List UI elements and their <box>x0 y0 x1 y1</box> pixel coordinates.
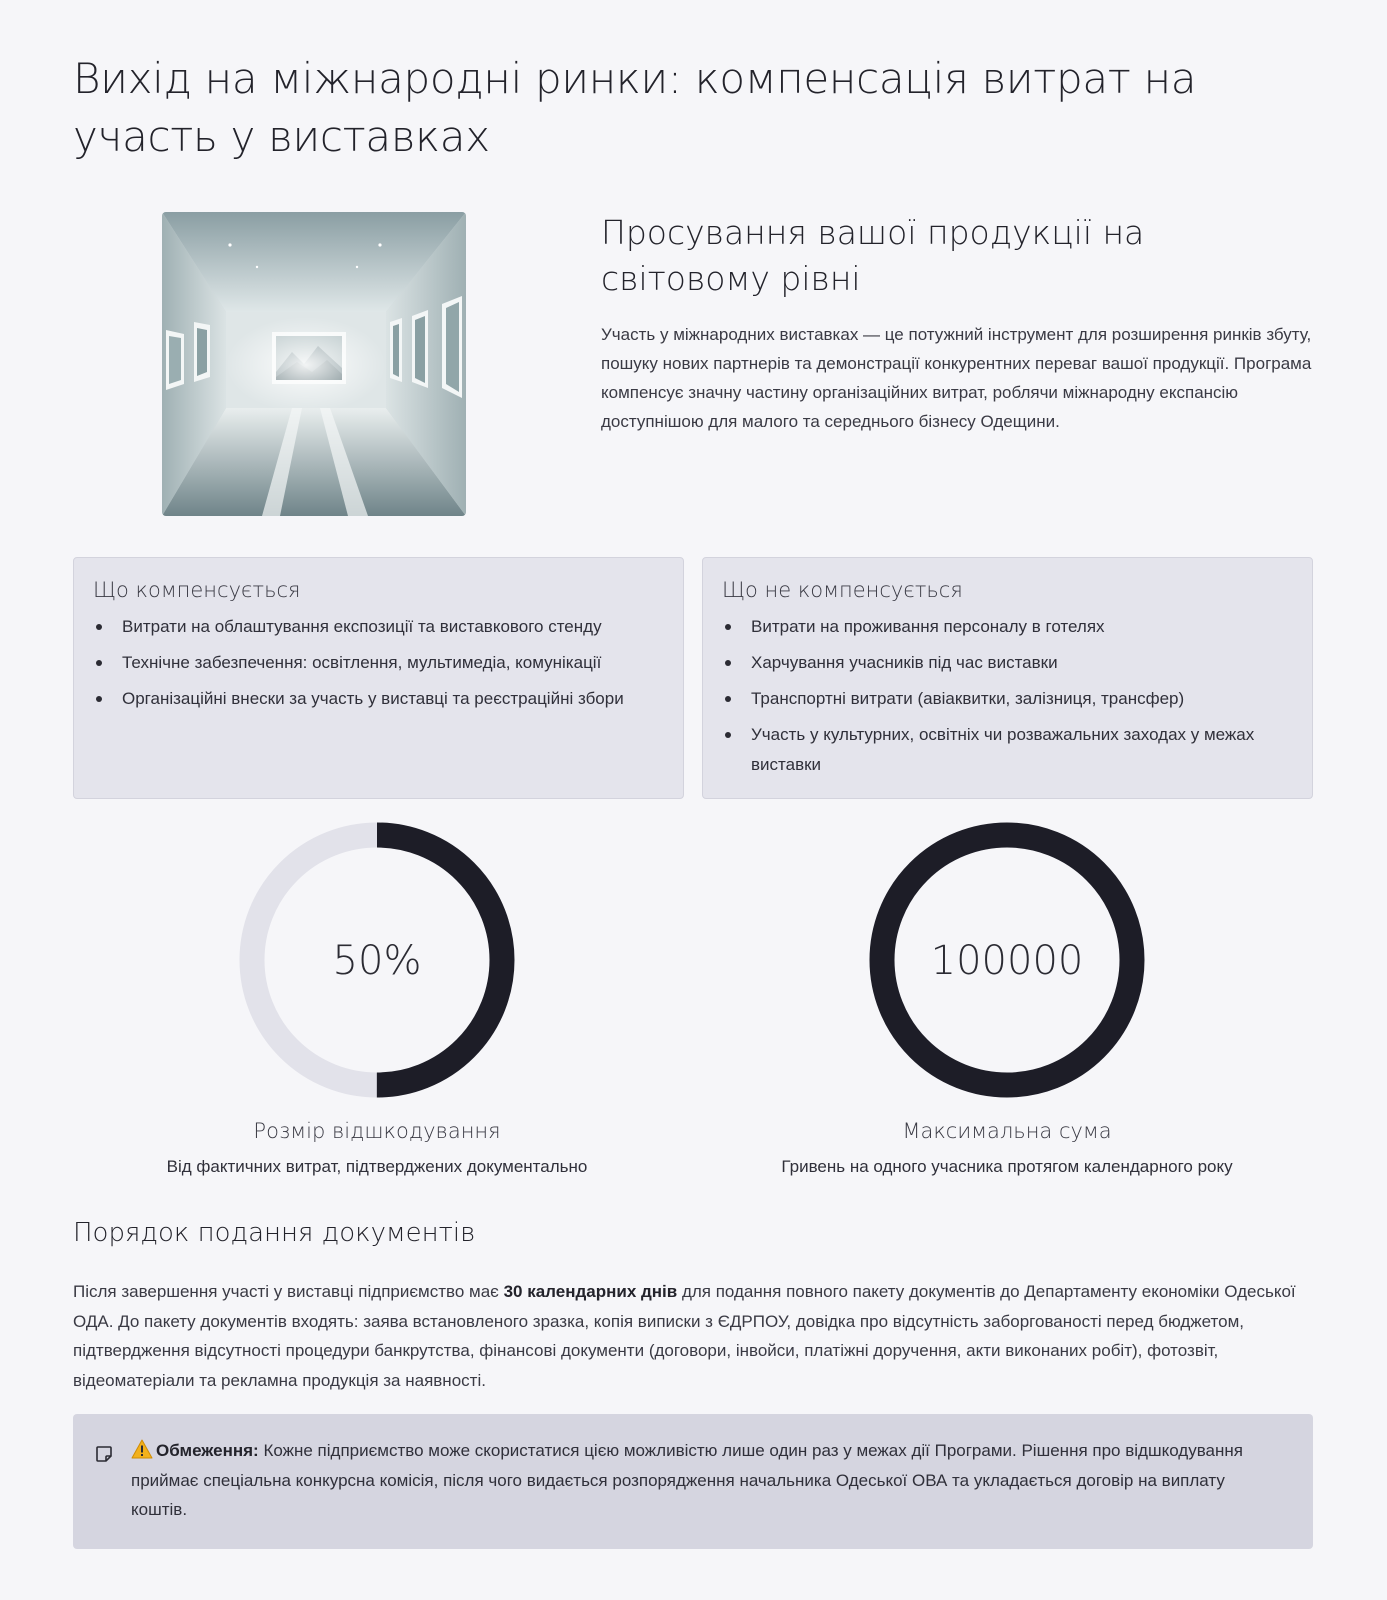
notice-label: Обмеження: <box>156 1441 259 1460</box>
card-title: Що компенсується <box>93 578 301 602</box>
restriction-notice <box>73 1414 1313 1549</box>
deadline-highlight: 30 календарних днів <box>503 1282 678 1301</box>
stat-value: 100000 <box>930 938 1084 984</box>
notice-text <box>131 1436 1283 1525</box>
list-item: Витрати на проживання персоналу в готелях <box>722 612 1294 642</box>
stat-label: Максимальна сума <box>902 1119 1112 1143</box>
progress-ring <box>239 822 515 1098</box>
stat-value: 50% <box>332 938 422 984</box>
list-item: Транспортні витрати (авіаквитки, залізниця, трансфер) <box>722 684 1294 714</box>
compensated-card <box>73 557 684 799</box>
not-compensated-list <box>722 612 1294 780</box>
progress-ring <box>869 822 1145 1098</box>
list-item: Організаційні внески за участь у виставці та реєстраційні збори <box>93 684 665 714</box>
compensated-list <box>93 612 665 714</box>
gallery-illustration <box>162 212 466 516</box>
notice-message: Кожне підприємство може скористатися цією можливістю лише один раз у межах дії Програми. Рішення про відшкодування приймає спеціальна конкурсна комісія, після чого видається розпорядження начальника Одеської ОВА та укладається договір на виплату коштів. <box>131 1441 1243 1519</box>
stat-caption: Від фактичних витрат, підтверджених документально <box>166 1157 588 1176</box>
card-title: Що не компенсується <box>722 578 963 602</box>
hero-heading: Просування вашої продукції на світовому рівні <box>601 213 1145 298</box>
list-item: Харчування учасників під час виставки <box>722 648 1294 678</box>
page-title: Вихід на міжнародні ринки: компенсація витрат на участь у виставках <box>73 54 1197 161</box>
list-item: Участь у культурних, освітніх чи розважальних заходах у межах виставки <box>722 720 1294 780</box>
documents-text-start: Після завершення участі у виставці підприємство має <box>73 1282 504 1301</box>
documents-heading: Порядок подання документів <box>73 1218 476 1248</box>
note-icon <box>95 1445 113 1463</box>
warning-icon <box>131 1439 153 1459</box>
not-compensated-card <box>702 557 1313 799</box>
list-item: Витрати на облаштування експозиції та виставкового стенду <box>93 612 665 642</box>
list-item: Технічне забезпечення: освітлення, мультимедіа, комунікації <box>93 648 665 678</box>
documents-text <box>73 1277 1313 1395</box>
stat-reimbursement <box>67 822 687 1179</box>
stat-caption: Гривень на одного учасника протягом календарного року <box>781 1157 1233 1176</box>
stat-label: Розмір відшкодування <box>253 1119 501 1143</box>
hero-description: Участь у міжнародних виставках — це потужний інструмент для розширення ринків збуту, пошуку нових партнерів та демонстрації конкурентних переваг вашої продукції. Програма компенсує значну частину організаційних витрат, роблячи міжнародну експансію доступнішою для малого та середнього бізнесу Одещини. <box>601 325 1312 431</box>
documents-text-rest: для подання повного пакету документів до Департаменту економіки Одеської ОДА. До пакету документів входять: заява встановленого зразка, копія виписки з ЄДРПОУ, довідка про відсутність заборгованості перед бюджетом, підтвердження відсутності процедури банкрутства, фінансові документи (договори, інвойси, платіжні доручення, акти виконаних робіт), фотозвіт, відеоматеріали та рекламна продукція за наявності. <box>73 1282 1296 1390</box>
stat-max-amount <box>697 822 1317 1179</box>
